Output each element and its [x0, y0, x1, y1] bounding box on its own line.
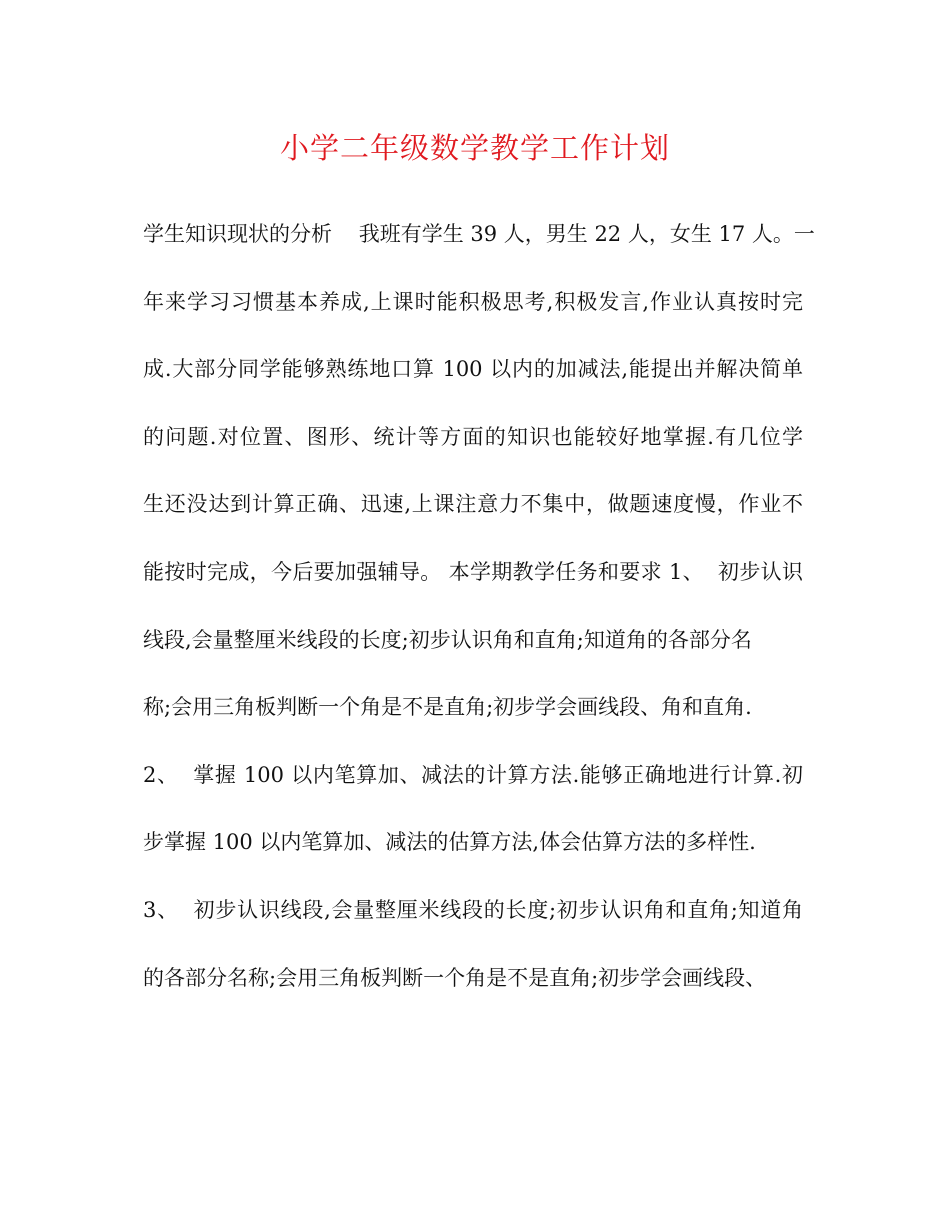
document-title: 小学二年级数学教学工作计划 [279, 131, 670, 165]
body-line-6: 能按时完成，今后要加强辅导。 本学期教学任务和要求 1、 初步认识 [143, 559, 803, 584]
body-line-2: 年来学习习惯基本养成,上课时能积极思考,积极发言,作业认真按时完 [143, 289, 803, 314]
body-line-8: 称;会用三角板判断一个角是不是直角;初步学会画线段、角和直角. [143, 695, 752, 720]
body-line-1: 学生知识现状的分析 我班有学生 39 人，男生 22 人，女生 17 人。一 [143, 222, 815, 246]
document-body [143, 214, 813, 1025]
body-line-10: 步掌握 100 以内笔算加、减法的估算方法,体会估算方法的多样性. [143, 830, 756, 855]
body-line-4: 的问题.对位置、图形、统计等方面的知识也能较好地掌握.有几位学 [143, 424, 803, 449]
body-line-11: 3、 初步认识线段,会量整厘米线段的长度;初步认识角和直角;知道角 [143, 897, 803, 922]
body-line-5: 生还没达到计算正确、迅速,上课注意力不集中，做题速度慢，作业不 [143, 492, 803, 517]
body-line-12: 的各部分名称;会用三角板判断一个角是不是直角;初步学会画线段、 [143, 965, 767, 990]
body-line-9: 2、 掌握 100 以内笔算加、减法的计算方法.能够正确地进行计算.初 [143, 762, 803, 787]
body-line-7: 线段,会量整厘米线段的长度;初步认识角和直角;知道角的各部分名 [143, 627, 752, 652]
body-line-3: 成.大部分同学能够熟练地口算 100 以内的加减法,能提出并解决简单 [143, 357, 803, 382]
